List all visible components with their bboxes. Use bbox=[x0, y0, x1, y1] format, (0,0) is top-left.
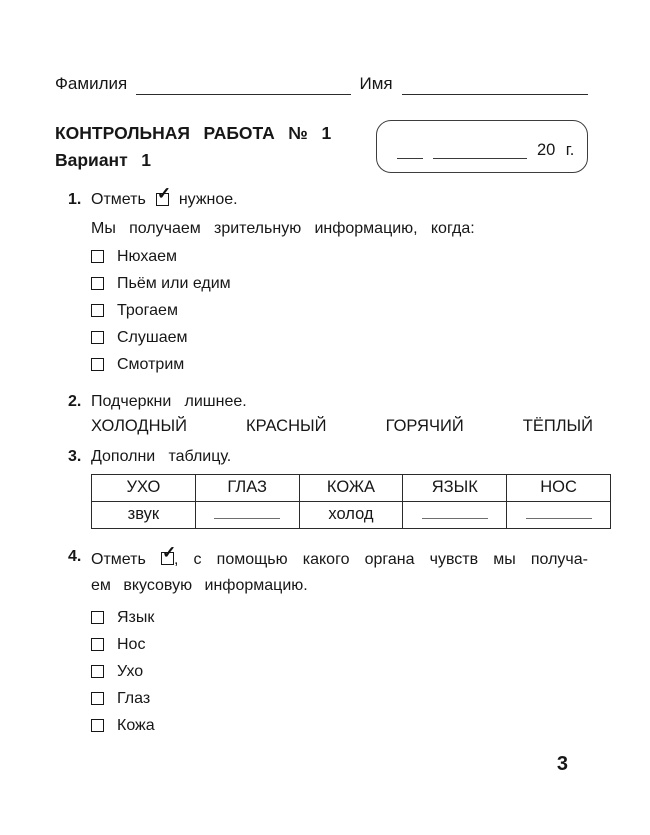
checkbox[interactable] bbox=[91, 331, 104, 344]
day-blank-line[interactable] bbox=[397, 144, 423, 159]
table-cell bbox=[507, 501, 611, 528]
question-4-prompt-line2: ем вкусовую информацию. bbox=[91, 576, 308, 594]
option-row bbox=[91, 275, 588, 293]
checkbox[interactable] bbox=[91, 692, 104, 705]
question-1-prompt bbox=[91, 184, 588, 209]
title-wrap bbox=[55, 120, 331, 173]
table-blank-line[interactable] bbox=[526, 507, 592, 519]
option-label: Нос bbox=[117, 636, 146, 654]
check-icon: ✓ bbox=[156, 184, 172, 204]
option-label: Смотрим bbox=[117, 356, 185, 374]
worksheet-title: КОНТРОЛЬНАЯ РАБОТА № 1 bbox=[55, 123, 332, 144]
question-3 bbox=[55, 447, 588, 529]
question-4-prompt-start: Отметь bbox=[91, 550, 146, 568]
question-4-options bbox=[91, 609, 588, 735]
option-row bbox=[91, 609, 588, 627]
checked-checkbox-icon bbox=[161, 542, 177, 565]
column-header: УХО bbox=[92, 474, 196, 501]
table-cell: холод bbox=[299, 501, 403, 528]
table-cell: звук bbox=[92, 501, 196, 528]
option-row bbox=[91, 663, 588, 681]
question-1-number: 1. bbox=[68, 191, 82, 209]
question-2-number: 2. bbox=[68, 392, 82, 410]
question-4-prompt-tail: , с помощью какого органа чувств мы получа- bbox=[173, 550, 588, 568]
table-header-row bbox=[92, 474, 611, 501]
page-number: 3 bbox=[556, 752, 568, 775]
question-3-prompt: Дополни таблицу. bbox=[91, 447, 232, 465]
question-1-options bbox=[91, 248, 588, 374]
checkbox[interactable] bbox=[91, 638, 104, 651]
checkbox[interactable] bbox=[91, 304, 104, 317]
checkbox[interactable] bbox=[91, 250, 104, 263]
option-label: Слушаем bbox=[117, 329, 188, 347]
word-item[interactable]: ГОРЯЧИЙ bbox=[385, 416, 464, 435]
option-row bbox=[91, 329, 588, 347]
checkbox[interactable] bbox=[91, 665, 104, 678]
question-1-prompt-end: нужное. bbox=[178, 191, 238, 209]
question-3-number: 3. bbox=[68, 447, 82, 465]
checkbox[interactable] bbox=[91, 719, 104, 732]
option-label: Кожа bbox=[117, 717, 155, 735]
column-header: НОС bbox=[507, 474, 611, 501]
option-label: Трогаем bbox=[117, 302, 178, 320]
option-label: Нюхаем bbox=[117, 248, 177, 266]
column-header: ГЛАЗ bbox=[195, 474, 299, 501]
question-4 bbox=[55, 542, 588, 744]
checked-checkbox-icon bbox=[156, 184, 172, 206]
header-block bbox=[55, 120, 588, 173]
column-header: ЯЗЫК bbox=[403, 474, 507, 501]
column-header: КОЖА bbox=[299, 474, 403, 501]
table-blank-line[interactable] bbox=[214, 507, 280, 519]
option-row bbox=[91, 690, 588, 708]
option-row bbox=[91, 717, 588, 735]
year-suffix-label: г. bbox=[565, 140, 575, 159]
option-row bbox=[91, 302, 588, 320]
option-label: Пьём или едим bbox=[117, 275, 231, 293]
check-icon: ✓ bbox=[161, 542, 177, 562]
word-item[interactable]: КРАСНЫЙ bbox=[246, 416, 327, 435]
question-2-prompt: Подчеркни лишнее. bbox=[91, 392, 247, 410]
surname-input-line[interactable] bbox=[136, 76, 350, 95]
option-row bbox=[91, 248, 588, 266]
question-1-subprompt: Мы получаем зрительную информацию, когда: bbox=[91, 219, 475, 237]
date-box bbox=[376, 120, 588, 173]
option-row bbox=[91, 636, 588, 654]
table-cell bbox=[403, 501, 507, 528]
table-cell bbox=[195, 501, 299, 528]
name-surname-row bbox=[55, 74, 588, 95]
words-row bbox=[91, 417, 593, 437]
checkbox[interactable] bbox=[91, 277, 104, 290]
option-label: Глаз bbox=[117, 690, 151, 708]
word-item[interactable]: ХОЛОДНЫЙ bbox=[91, 416, 187, 435]
variant-label: Вариант 1 bbox=[55, 149, 152, 170]
table-data-row bbox=[92, 501, 611, 528]
year-label: 20 г. bbox=[537, 140, 575, 159]
question-2 bbox=[55, 392, 593, 437]
table-blank-line[interactable] bbox=[422, 507, 488, 519]
question-4-number: 4. bbox=[68, 547, 82, 565]
fill-table bbox=[91, 474, 611, 529]
question-4-prompt-line1 bbox=[91, 542, 588, 573]
surname-label: Фамилия bbox=[55, 74, 128, 93]
checkbox[interactable] bbox=[91, 611, 104, 624]
checkbox[interactable] bbox=[91, 358, 104, 371]
option-row bbox=[91, 356, 588, 374]
question-1-prompt-start: Отметь bbox=[91, 191, 146, 209]
name-label: Имя bbox=[359, 74, 393, 93]
option-label: Ухо bbox=[117, 663, 144, 681]
month-blank-line[interactable] bbox=[433, 144, 527, 159]
word-item[interactable]: ТЁПЛЫЙ bbox=[522, 416, 593, 435]
name-input-line[interactable] bbox=[402, 76, 588, 95]
option-label: Язык bbox=[117, 609, 155, 627]
question-1 bbox=[55, 184, 588, 382]
